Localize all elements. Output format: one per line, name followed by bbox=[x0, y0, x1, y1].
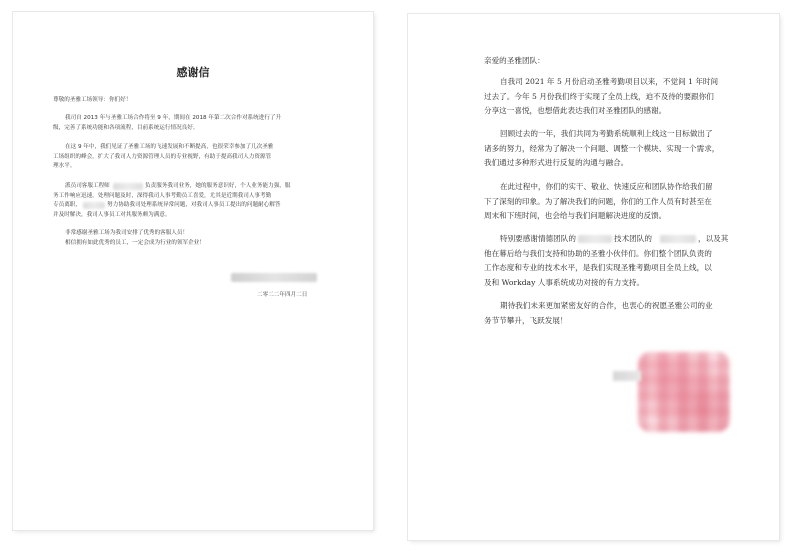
paragraph-line: 周末和下班时间，也会给与我们问题解决进度的反馈。 bbox=[484, 211, 667, 221]
paragraph-line: 我们通过多种形式进行反复的沟通与融合。 bbox=[484, 158, 629, 168]
company-seal-stamp bbox=[638, 352, 730, 432]
paragraph-line: 负责服务我司业务，她的服务意识好，个人业务能力强，服 bbox=[145, 183, 291, 189]
paragraph-line: 理水平。 bbox=[53, 163, 76, 169]
redacted-company-name bbox=[231, 273, 317, 282]
paragraph-line: 技术团队的 bbox=[614, 234, 652, 243]
paragraph-line: 并及时解决，我司人事员工对其服务颇为满意。 bbox=[53, 211, 171, 218]
redacted-name bbox=[660, 235, 696, 243]
redacted-signature bbox=[613, 371, 641, 381]
paragraph-line: 自我司 2021 年 5 月份启动圣雅考勤项目以来，不觉间 1 年时间 bbox=[500, 77, 719, 86]
redacted-name bbox=[578, 235, 612, 243]
paragraph-line: 工场组织的峰会，扩大了我司人力资源管理人员的专业视野，有助于提高我司人力资源管 bbox=[53, 153, 272, 160]
redacted-name bbox=[113, 183, 143, 190]
paragraph-line: 工作态度和专业的技术水平，是我们实现圣雅考勤项目全员上线，以 bbox=[484, 263, 712, 273]
paragraph-line: 及和 Workday 人事系统成功对接的有力支持。 bbox=[484, 277, 645, 287]
paragraph-line: 过去了。今年 5 月份我们终于实现了全员上线，迫不及待的要跟你们 bbox=[484, 91, 714, 101]
paragraph-line: 在这 9 年中，我们见证了圣雅工场的飞速发展和不断提高，也很荣幸参加了几次圣雅 bbox=[65, 144, 274, 150]
paragraph-line: 诸多的努力，经常为了解决一个问题、调整一个模块、实现一个需求， bbox=[484, 143, 720, 153]
letter-page-right bbox=[408, 14, 779, 540]
redacted-name bbox=[83, 202, 105, 209]
salutation: 尊敬的圣雅工场领导：你们好！ bbox=[53, 97, 132, 103]
paragraph-line: 非常感谢圣雅工场为我司安排了优秀的客服人员！ bbox=[65, 230, 189, 236]
letter-title: 感谢信 bbox=[176, 66, 210, 79]
paragraph-line: ，以及其 bbox=[698, 234, 729, 243]
paragraph-line: 下了深刻的印象。为了解决我们的问题，你们的工作人员有时甚至在 bbox=[484, 196, 712, 206]
paragraph-line: 派员司客服工程师 bbox=[65, 183, 110, 189]
paragraph-line: 努力协助我司处理系统异常问题，对我司人事员工提出的问题耐心解答 bbox=[107, 202, 281, 208]
paragraph-line: 在此过程中，你们的实干、敬业、快速反应和团队协作给我们留 bbox=[500, 182, 713, 191]
paragraph-line: 我司自 2013 年与圣雅工场合作将至 9 年，期间在 2018 年第二次合作对系统进行了升 bbox=[65, 115, 282, 121]
letter-page-left bbox=[13, 12, 373, 530]
paragraph-line: 务工作响应迅速，处理问题及时，深得我司人事考勤员工喜爱，尤其是近期我司人事考勤 bbox=[53, 192, 272, 199]
paragraph-line: 分享这一喜悦，也想借此表达我们对圣雅团队的感谢。 bbox=[484, 106, 667, 116]
paragraph-line: 他在幕后给与我们支持和协助的圣雅小伙伴们。你们整个团队负责的 bbox=[484, 248, 712, 258]
paragraph-line: 级，完善了系统功能和各项流程，目前系统运行情况良好。 bbox=[53, 124, 199, 131]
letter-date: 二零二二年四月二日 bbox=[257, 292, 308, 298]
paragraph-line: 回顾过去的一年，我们共同为考勤系统顺利上线这一目标做出了 bbox=[500, 129, 713, 138]
salutation: 亲爱的圣雅团队： bbox=[484, 56, 545, 65]
paragraph-line: 专员离职， bbox=[53, 202, 81, 208]
paragraph-line: 特别要感谢情德团队的 bbox=[500, 234, 576, 243]
paragraph-line: 期待我们未来更加紧密友好的合作，也衷心的祝愿圣雅公司的业 bbox=[500, 301, 713, 310]
paragraph-line: 务节节攀升，飞跃发展！ bbox=[484, 315, 568, 325]
paragraph-line: 相信拥有如此优秀的员工，一定会成为行业的领军企业！ bbox=[65, 239, 205, 246]
